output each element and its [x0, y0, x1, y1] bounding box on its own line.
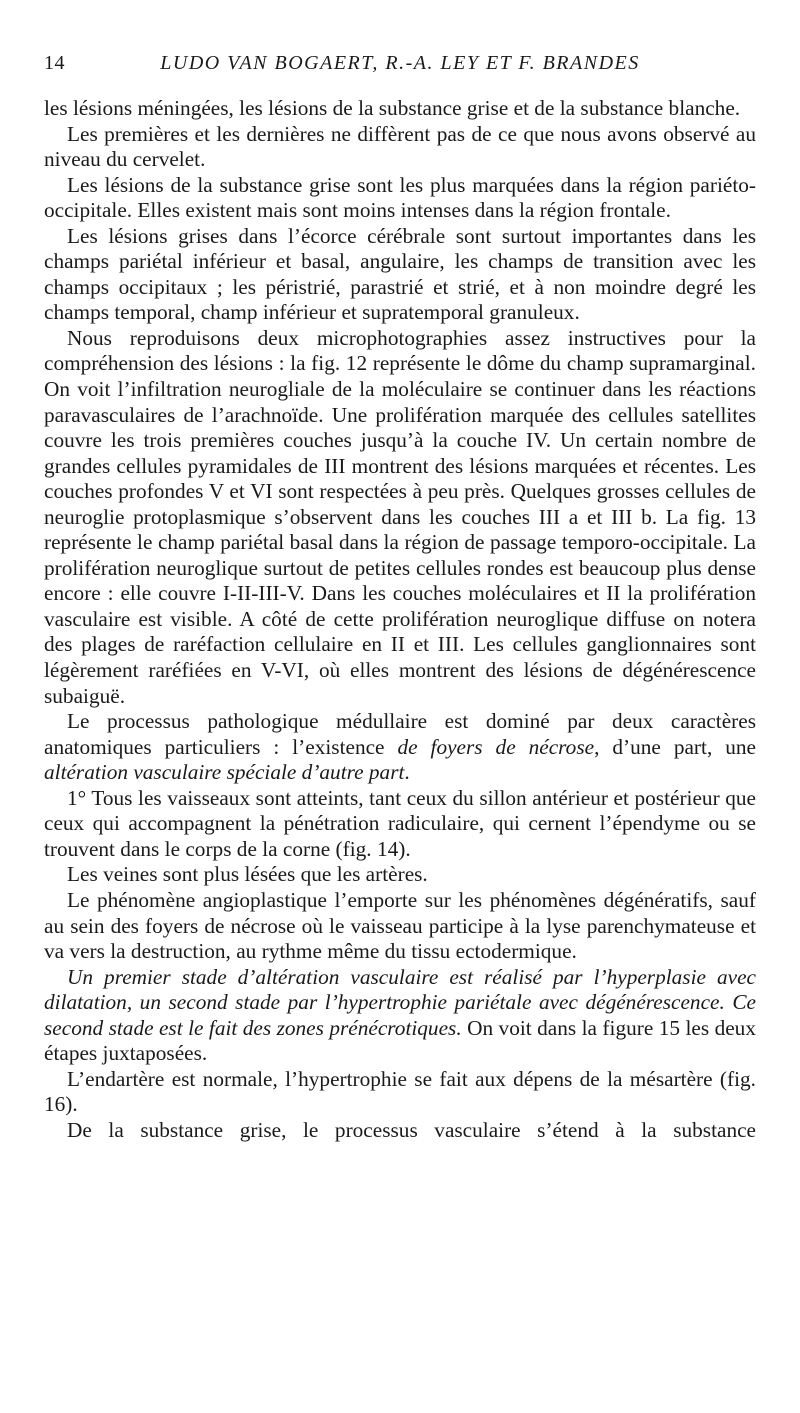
italic-run: Un premier stade d’altération vasculaire est réalisé par l’hyperplasie avec dilatation, un second stade par l’hypertrophie pariétale avec dégénérescence. Ce second stade est le fait des zones prénécrotiques.: [44, 964, 756, 1040]
paragraph: Les premières et les dernières ne diffèrent pas de ce que nous avons observé au niveau du cervelet.: [44, 121, 756, 172]
text-run: Le processus pathologique médullaire est dominé par deux caractères anatomiques particuliers : l’existence: [44, 709, 756, 759]
italic-run: de foyers de nécrose: [397, 734, 595, 759]
paragraph: Le phénomène angioplastique l’emporte sur les phénomènes dégénératifs, sauf au sein des foyers de nécrose où le vaisseau participe à la lyse parenchymateuse et va vers la destruction, au rythme même du tissu ectodermique.: [44, 887, 756, 964]
paragraph: Les veines sont plus lésées que les artères.: [67, 862, 428, 887]
page-header: [44, 52, 756, 82]
paragraph: Nous reproduisons deux microphotographies assez instructives pour la compréhension des lésions : la fig. 12 représente le dôme du champ supramarginal. On voit l’infiltration neurogliale de la moléculaire se continuer dans les réactions paravasculaires de l’arachnoïde. Une prolifération marquée des cellules satellites couvre les trois premières couches jusqu’à la couche IV. Un certain nombre de grandes cellules pyramidales de III montrent des lésions marquées et récentes. Les couches profondes V et VI sont respectées à peu près. Quelques grosses cellules de neuroglie protoplasmique s’observent dans les couches III a et III b. La fig. 13 représente le champ pariétal basal dans la région de passage temporo-occipitale. La prolifération neuroglique surtout de petites cellules rondes est beaucoup plus dense encore : elle couvre I-II-III-V. Dans les couches moléculaires et II la prolifération vasculaire est visible. A côté de cette prolifération neuroglique diffuse on notera des plages de raréfaction cellulaire en II et III. Les cellules ganglionnaires sont légèrement raréfiées en V-VI, où elles montrent des lésions de dégénérescence subaiguë.: [44, 325, 756, 708]
running-head: LUDO VAN BOGAERT, R.-A. LEY ET F. BRANDES: [160, 52, 640, 74]
text-run: , d’une part, une: [594, 734, 756, 759]
paragraph: L’endartère est normale, l’hypertrophie se fait aux dépens de la mésartère (fig. 16).: [44, 1066, 756, 1117]
paragraph: [44, 709, 756, 786]
italic-run: altération vasculaire spéciale d’autre part: [44, 760, 405, 785]
page-number: 14: [44, 52, 65, 74]
text-run: .: [404, 760, 410, 785]
body-text: [44, 96, 756, 1143]
paragraph: 1° Tous les vaisseaux sont atteints, tant ceux du sillon antérieur et postérieur que ceux qui accompagnent la pénétration radiculaire, qui cernent l’épendyme ou se trouvent dans le corps de la corne (fig. 14).: [44, 785, 756, 861]
text-run: On voit dans la figure 15 les deux étapes juxtaposées.: [44, 1015, 756, 1066]
paragraph: Les lésions grises dans l’écorce cérébrale sont surtout importantes dans les champs pariétal inférieur et basal, angulaire, les champs de transition avec les champs occipitaux ; les péristrié, parastrié et strié, et à non moindre degré les champs temporal, champ inférieur et supratemporal granuleux.: [44, 223, 756, 325]
paragraph: Les lésions de la substance grise sont les plus marquées dans la région pariéto-occipitale. Elles existent mais sont moins intenses dans la région frontale.: [44, 172, 756, 223]
paragraph: De la substance grise, le processus vasculaire s’étend à la substance: [67, 1117, 756, 1142]
paragraph: [44, 965, 756, 1067]
paragraph: les lésions méningées, les lésions de la substance grise et de la substance blanche.: [44, 96, 741, 120]
